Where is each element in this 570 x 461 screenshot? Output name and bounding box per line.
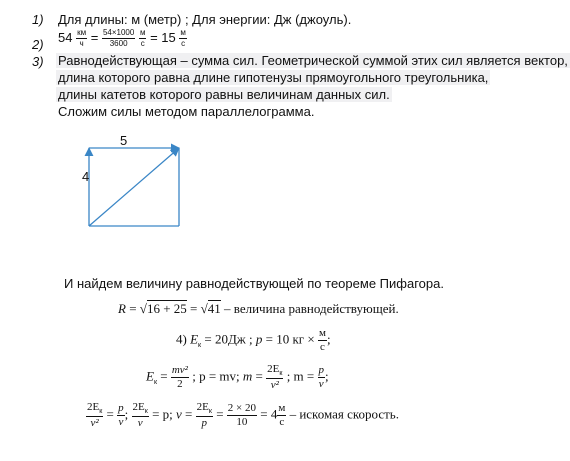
resultant-text-line-d: Сложим силы методом параллелограмма. (58, 104, 315, 119)
sqrt-symbol: √ (139, 301, 147, 316)
unit-ms: $\frac{м}{с}$ (139, 28, 146, 48)
item-number-3: 3) (32, 54, 44, 69)
equation-6: $\frac{2E_к}{\text{v²}}$ = $\frac{p}{v}$ ; $\frac{2E_к}{v}$ = p; v = $\frac{2E_к}{p}$ = $\frac{2 \times 20}{10}$ = 4 $\frac{м}{с}$ – искомая скорость. (87, 401, 399, 430)
units-line: Для длины: м (метр) ; Для энергии: Дж (джоуль). (58, 12, 352, 27)
equation-4: 4) $E_к = 20Дж$ ; p = 10 кг × $\frac{м}{с}$ ; (176, 327, 331, 353)
label-5: 5 (120, 133, 128, 148)
speed-value: 54 (58, 29, 73, 45)
unit-ms-result: $\frac{м}{с}$ (180, 28, 186, 48)
resultant-vector (89, 148, 179, 226)
resultant-text-line-a: Равнодействующая – сумма сил. Геометрической суммой этих сил является вектор, (58, 53, 568, 68)
pythagoras-intro: И найдем величину равнодействующей по теореме Пифагора. (64, 276, 444, 291)
conversion-fraction: $\frac{54\times 1000}{3600}$ (102, 28, 135, 48)
equals-sign: = (90, 29, 99, 45)
label-4: 4 (82, 169, 90, 184)
resultant-text-line-c: длины катетов которого равны величинам данных сил. (58, 87, 390, 102)
item-number-1: 1) (32, 12, 44, 27)
equation-5: $E_к$ = $\frac{\text{mv²}}{2}$ ; p = mv; m = $\frac{2E_к}{\text{v²}}$ ; m = $\frac{p}{v}$ ; (146, 363, 329, 392)
result-value: = 15 (150, 29, 176, 45)
resultant-text-line-b: длина которого равна длине гипотенузы прямоугольного треугольника, (58, 70, 489, 85)
unit-kmh: $\frac{км}{ч}$ (77, 28, 87, 48)
equation-R: R = √16 + 25 = √41 – величина равнодействующей. (118, 301, 399, 316)
item-number-2: 2) (32, 37, 44, 52)
